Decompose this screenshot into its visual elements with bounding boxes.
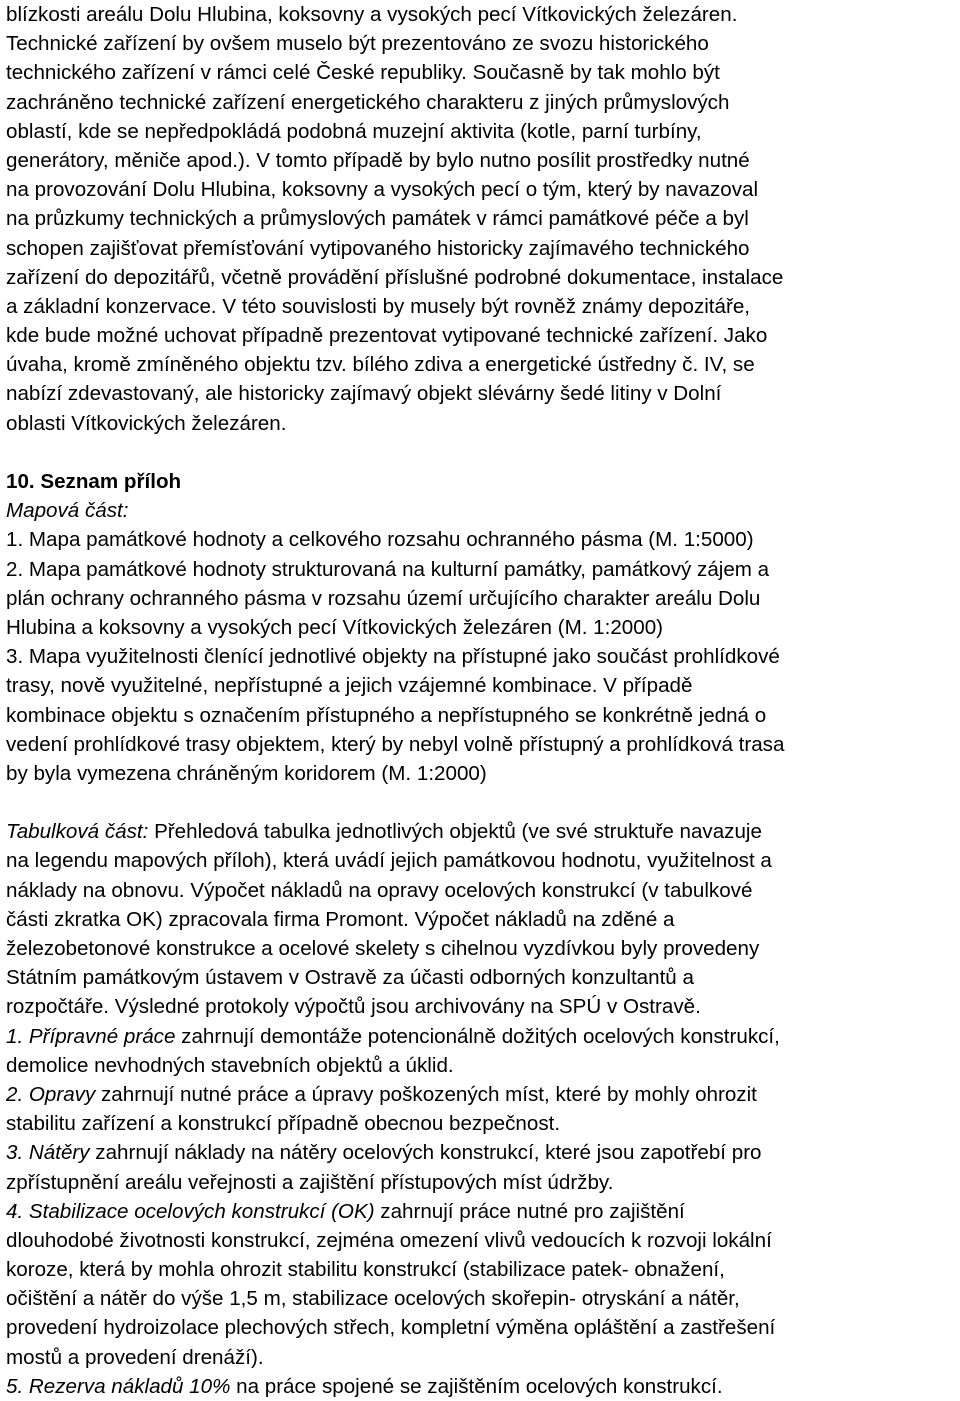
cost-item-label: 2. Opravy [6,1082,96,1106]
cost-item [6,1372,956,1401]
text-line: schopen zajišťovat přemísťování vytipovaného historicky zajímavého technického [6,236,750,260]
cost-item-label: 5. Rezerva nákladů 10% [6,1374,231,1398]
cost-item-label: 1. Přípravné práce [6,1024,176,1048]
text-line [6,817,956,846]
map-part-label: Mapová část: [6,499,129,523]
text-line: dlouhodobé životnosti konstrukcí, zejména omezení vlivů vedoucích k rozvoji lokální [6,1228,772,1252]
document-page [6,0,956,1401]
text-span: Přehledová tabulka jednotlivých objektů (ve své struktuře navazuje [148,820,762,844]
text-span: zahrnují náklady na nátěry ocelových konstrukcí, které jsou zapotřebí pro [89,1141,762,1165]
text-line: Státním památkovým ústavem v Ostravě za účasti odborných konzultantů a [6,966,694,990]
text-line: části zkratka OK) zpracovala firma Promont. Výpočet nákladů na zděné a [6,907,675,931]
list-item: Hlubina a koksovny a vysokých pecí Vítkovických železáren (M. 1:2000) [6,615,664,639]
list-item: by byla vymezena chráněným koridorem (M. 1:2000) [6,761,487,785]
text-line: oblastí, kde se nepředpokládá podobná muzejní aktivita (kotle, parní turbíny, [6,119,702,143]
text-span: na práce spojené se zajištěním ocelových konstrukcí. [230,1374,723,1398]
cost-item [6,1197,956,1226]
spacer [6,788,956,817]
text-line: zařízení do depozitářů, včetně provádění příslušné podrobné dokumentace, instalace [6,265,784,289]
text-line: úvaha, kromě zmíněného objektu tzv. bílého zdiva a energetické ústředny č. IV, se [6,353,755,377]
text-line: demolice nevhodných stavebních objektů a úklid. [6,1053,454,1077]
text-span: zahrnují práce nutné pro zajištění [374,1199,685,1223]
text-line: provedení hydroizolace plechových střech, kompletní výměna opláštění a zastřešení [6,1316,776,1340]
list-item: vedení prohlídkové trasy objektem, který by nebyl volně přístupný a prohlídková trasa [6,732,785,756]
list-item: 3. Mapa využitelnosti členící jednotlivé objekty na přístupné jako součást prohlídkové [6,645,780,669]
cost-item-label: 4. Stabilizace ocelových konstrukcí (OK) [6,1199,375,1223]
cost-list [6,1022,956,1401]
list-item: kombinace objektu s označením přístupného a nepřístupného se konkrétně jedná o [6,703,767,727]
list-item: 1. Mapa památkové hodnoty a celkového rozsahu ochranného pásma (M. 1:5000) [6,528,754,552]
text-span: zahrnují demontáže potencionálně dožitých ocelových konstrukcí, [175,1024,780,1048]
text-span: zahrnují nutné práce a úpravy poškozených míst, které by mohly ohrozit [95,1082,757,1106]
cost-item-label: 3. Nátěry [6,1141,90,1165]
text-line: železobetonové konstrukce a ocelové skelety s cihelnou vyzdívkou byly provedeny [6,937,760,960]
section-heading: 10. Seznam příloh [6,470,182,493]
text-line: očištění a nátěr do výše 1,5 m, stabilizace ocelových skořepin- otryskání a nátěr, [6,1287,740,1311]
cost-item [6,1080,956,1109]
text-line: rozpočtáře. Výsledné protokoly výpočtů jsou archivovány na SPÚ v Ostravě. [6,995,701,1019]
list-item: trasy, nově využitelné, nepřístupné a jejich vzájemné kombinace. V případě [6,674,693,698]
text-line: náklady na obnovu. Výpočet nákladů na opravy ocelových konstrukcí (v tabulkové [6,878,753,902]
text-line: koroze, která by mohla ohrozit stabilitu konstrukcí (stabilizace patek- obnažení, [6,1258,725,1282]
text-line: technického zařízení v rámci celé České republiky. Současně by tak mohlo být [6,61,720,85]
cost-item [6,1022,956,1051]
map-list [6,525,956,788]
table-part [6,817,956,1021]
table-part-label: Tabulková část: [6,820,149,844]
cost-item [6,1138,956,1167]
text-line: oblasti Vítkovických železáren. [6,411,287,435]
text-line: blízkosti areálu Dolu Hlubina, koksovny a vysokých pecí Vítkovických železáren. [6,3,738,26]
text-line: a základní konzervace. V této souvislosti by musely být rovněž známy depozitáře, [6,294,751,318]
intro-paragraph [6,0,956,438]
spacer [6,438,956,467]
text-line: na provozování Dolu Hlubina, koksovny a vysokých pecí o tým, který by navazoval [6,178,759,202]
list-item: plán ochrany ochranného pásma v rozsahu území určujícího charakter areálu Dolu [6,586,761,610]
text-line: zpřístupnění areálu veřejnosti a zajištění přístupových míst údržby. [6,1170,614,1194]
text-line: zachráněno technické zařízení energetického charakteru z jiných průmyslových [6,90,730,114]
text-line: nabízí zdevastovaný, ale historicky zajímavý objekt slévárny šedé litiny v Dolní [6,382,722,406]
text-line: mostů a provedení drenáží). [6,1345,264,1369]
text-line: na průzkumy technických a průmyslových památek v rámci památkové péče a byl [6,207,749,231]
text-line: Technické zařízení by ovšem muselo být prezentováno ze svozu historického [6,32,709,56]
text-line: generátory, měniče apod.). V tomto případě by bylo nutno posílit prostředky nutné [6,148,750,172]
list-item: 2. Mapa památkové hodnoty strukturovaná na kulturní památky, památkový zájem a [6,557,770,581]
text-line: stabilitu zařízení a konstrukcí případně obecnou bezpečnost. [6,1112,561,1136]
text-line: kde bude možné uchovat případně prezentovat vytipované technické zařízení. Jako [6,324,768,348]
text-line: na legendu mapových příloh), která uvádí jejich památkovou hodnotu, využitelnost a [6,849,772,873]
